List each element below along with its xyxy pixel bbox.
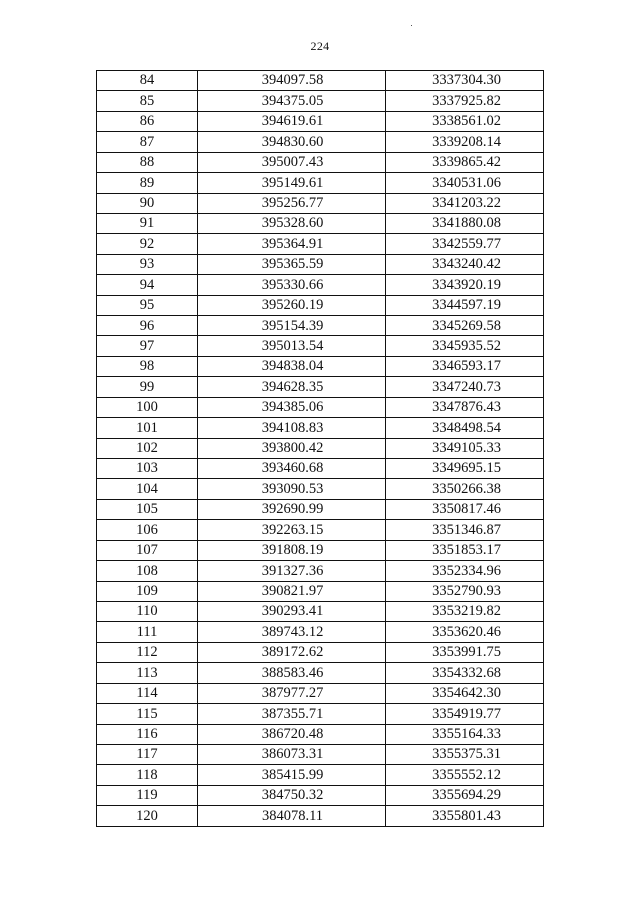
x-coordinate-cell: 394375.05 (198, 91, 386, 111)
y-coordinate-cell: 3349695.15 (386, 459, 544, 479)
point-number-cell: 108 (97, 561, 198, 581)
x-coordinate-cell: 394108.83 (198, 418, 386, 438)
table-row (97, 459, 544, 479)
table-row (97, 642, 544, 662)
x-coordinate-cell: 394628.35 (198, 377, 386, 397)
y-coordinate-cell: 3337925.82 (386, 91, 544, 111)
table-row (97, 540, 544, 560)
point-number-cell: 101 (97, 418, 198, 438)
x-coordinate-cell: 391327.36 (198, 561, 386, 581)
point-number-cell: 104 (97, 479, 198, 499)
table-row (97, 316, 544, 336)
point-number-cell: 117 (97, 744, 198, 764)
table-row (97, 377, 544, 397)
table-row (97, 520, 544, 540)
y-coordinate-cell: 3348498.54 (386, 418, 544, 438)
x-coordinate-cell: 388583.46 (198, 663, 386, 683)
table-row (97, 356, 544, 376)
y-coordinate-cell: 3351346.87 (386, 520, 544, 540)
coordinate-table (96, 70, 544, 827)
x-coordinate-cell: 392690.99 (198, 499, 386, 519)
point-number-cell: 120 (97, 806, 198, 826)
point-number-cell: 97 (97, 336, 198, 356)
y-coordinate-cell: 3346593.17 (386, 356, 544, 376)
table-row (97, 213, 544, 233)
table-row (97, 397, 544, 417)
x-coordinate-cell: 384750.32 (198, 785, 386, 805)
scan-speck (411, 25, 412, 26)
x-coordinate-cell: 395013.54 (198, 336, 386, 356)
table-row (97, 622, 544, 642)
y-coordinate-cell: 3342559.77 (386, 234, 544, 254)
y-coordinate-cell: 3354642.30 (386, 683, 544, 703)
table-row (97, 663, 544, 683)
x-coordinate-cell: 395256.77 (198, 193, 386, 213)
point-number-cell: 103 (97, 459, 198, 479)
point-number-cell: 88 (97, 152, 198, 172)
y-coordinate-cell: 3340531.06 (386, 173, 544, 193)
table-row (97, 173, 544, 193)
y-coordinate-cell: 3345935.52 (386, 336, 544, 356)
y-coordinate-cell: 3350266.38 (386, 479, 544, 499)
y-coordinate-cell: 3343240.42 (386, 254, 544, 274)
y-coordinate-cell: 3349105.33 (386, 438, 544, 458)
table-row (97, 683, 544, 703)
table-row (97, 765, 544, 785)
table-row (97, 234, 544, 254)
x-coordinate-cell: 395365.59 (198, 254, 386, 274)
y-coordinate-cell: 3353620.46 (386, 622, 544, 642)
table-row (97, 744, 544, 764)
point-number-cell: 116 (97, 724, 198, 744)
table-row (97, 336, 544, 356)
table-row (97, 704, 544, 724)
x-coordinate-cell: 395328.60 (198, 213, 386, 233)
point-number-cell: 106 (97, 520, 198, 540)
point-number-cell: 111 (97, 622, 198, 642)
table-row (97, 254, 544, 274)
x-coordinate-cell: 393090.53 (198, 479, 386, 499)
x-coordinate-cell: 390821.97 (198, 581, 386, 601)
point-number-cell: 95 (97, 295, 198, 315)
point-number-cell: 86 (97, 111, 198, 131)
x-coordinate-cell: 392263.15 (198, 520, 386, 540)
x-coordinate-cell: 390293.41 (198, 601, 386, 621)
x-coordinate-cell: 385415.99 (198, 765, 386, 785)
y-coordinate-cell: 3345269.58 (386, 316, 544, 336)
table-row (97, 91, 544, 111)
table-row (97, 724, 544, 744)
point-number-cell: 90 (97, 193, 198, 213)
table-row (97, 295, 544, 315)
x-coordinate-cell: 394619.61 (198, 111, 386, 131)
y-coordinate-cell: 3353219.82 (386, 601, 544, 621)
table-row (97, 193, 544, 213)
y-coordinate-cell: 3350817.46 (386, 499, 544, 519)
x-coordinate-cell: 395260.19 (198, 295, 386, 315)
y-coordinate-cell: 3351853.17 (386, 540, 544, 560)
y-coordinate-cell: 3354919.77 (386, 704, 544, 724)
point-number-cell: 105 (97, 499, 198, 519)
point-number-cell: 96 (97, 316, 198, 336)
x-coordinate-cell: 393460.68 (198, 459, 386, 479)
point-number-cell: 109 (97, 581, 198, 601)
table-row (97, 499, 544, 519)
table-row (97, 111, 544, 131)
point-number-cell: 84 (97, 71, 198, 91)
point-number-cell: 118 (97, 765, 198, 785)
y-coordinate-cell: 3355375.31 (386, 744, 544, 764)
table-row (97, 418, 544, 438)
y-coordinate-cell: 3354332.68 (386, 663, 544, 683)
table-row (97, 601, 544, 621)
y-coordinate-cell: 3355164.33 (386, 724, 544, 744)
x-coordinate-cell: 387355.71 (198, 704, 386, 724)
page-number: 224 (310, 39, 330, 53)
point-number-cell: 93 (97, 254, 198, 274)
x-coordinate-cell: 394838.04 (198, 356, 386, 376)
y-coordinate-cell: 3347240.73 (386, 377, 544, 397)
y-coordinate-cell: 3339208.14 (386, 132, 544, 152)
point-number-cell: 98 (97, 356, 198, 376)
x-coordinate-cell: 384078.11 (198, 806, 386, 826)
x-coordinate-cell: 395330.66 (198, 275, 386, 295)
point-number-cell: 91 (97, 213, 198, 233)
x-coordinate-cell: 389743.12 (198, 622, 386, 642)
table-row (97, 438, 544, 458)
point-number-cell: 113 (97, 663, 198, 683)
x-coordinate-cell: 395364.91 (198, 234, 386, 254)
table-row (97, 581, 544, 601)
y-coordinate-cell: 3337304.30 (386, 71, 544, 91)
x-coordinate-cell: 394097.58 (198, 71, 386, 91)
table-row (97, 132, 544, 152)
table-row (97, 275, 544, 295)
x-coordinate-cell: 393800.42 (198, 438, 386, 458)
point-number-cell: 110 (97, 601, 198, 621)
x-coordinate-cell: 395149.61 (198, 173, 386, 193)
y-coordinate-cell: 3343920.19 (386, 275, 544, 295)
point-number-cell: 92 (97, 234, 198, 254)
point-number-cell: 107 (97, 540, 198, 560)
table-row (97, 561, 544, 581)
point-number-cell: 100 (97, 397, 198, 417)
x-coordinate-cell: 391808.19 (198, 540, 386, 560)
table-row (97, 806, 544, 826)
point-number-cell: 115 (97, 704, 198, 724)
point-number-cell: 114 (97, 683, 198, 703)
y-coordinate-cell: 3341203.22 (386, 193, 544, 213)
y-coordinate-cell: 3338561.02 (386, 111, 544, 131)
table-row (97, 152, 544, 172)
y-coordinate-cell: 3355694.29 (386, 785, 544, 805)
x-coordinate-cell: 395154.39 (198, 316, 386, 336)
point-number-cell: 89 (97, 173, 198, 193)
x-coordinate-cell: 395007.43 (198, 152, 386, 172)
x-coordinate-cell: 394385.06 (198, 397, 386, 417)
point-number-cell: 85 (97, 91, 198, 111)
y-coordinate-cell: 3352334.96 (386, 561, 544, 581)
y-coordinate-cell: 3344597.19 (386, 295, 544, 315)
point-number-cell: 119 (97, 785, 198, 805)
table-row (97, 785, 544, 805)
table-row (97, 71, 544, 91)
y-coordinate-cell: 3355801.43 (386, 806, 544, 826)
point-number-cell: 99 (97, 377, 198, 397)
y-coordinate-cell: 3352790.93 (386, 581, 544, 601)
x-coordinate-cell: 387977.27 (198, 683, 386, 703)
y-coordinate-cell: 3339865.42 (386, 152, 544, 172)
point-number-cell: 102 (97, 438, 198, 458)
x-coordinate-cell: 394830.60 (198, 132, 386, 152)
table-row (97, 479, 544, 499)
x-coordinate-cell: 386073.31 (198, 744, 386, 764)
y-coordinate-cell: 3355552.12 (386, 765, 544, 785)
point-number-cell: 94 (97, 275, 198, 295)
coordinate-table-body (97, 71, 544, 827)
point-number-cell: 112 (97, 642, 198, 662)
point-number-cell: 87 (97, 132, 198, 152)
y-coordinate-cell: 3353991.75 (386, 642, 544, 662)
y-coordinate-cell: 3341880.08 (386, 213, 544, 233)
x-coordinate-cell: 389172.62 (198, 642, 386, 662)
x-coordinate-cell: 386720.48 (198, 724, 386, 744)
y-coordinate-cell: 3347876.43 (386, 397, 544, 417)
